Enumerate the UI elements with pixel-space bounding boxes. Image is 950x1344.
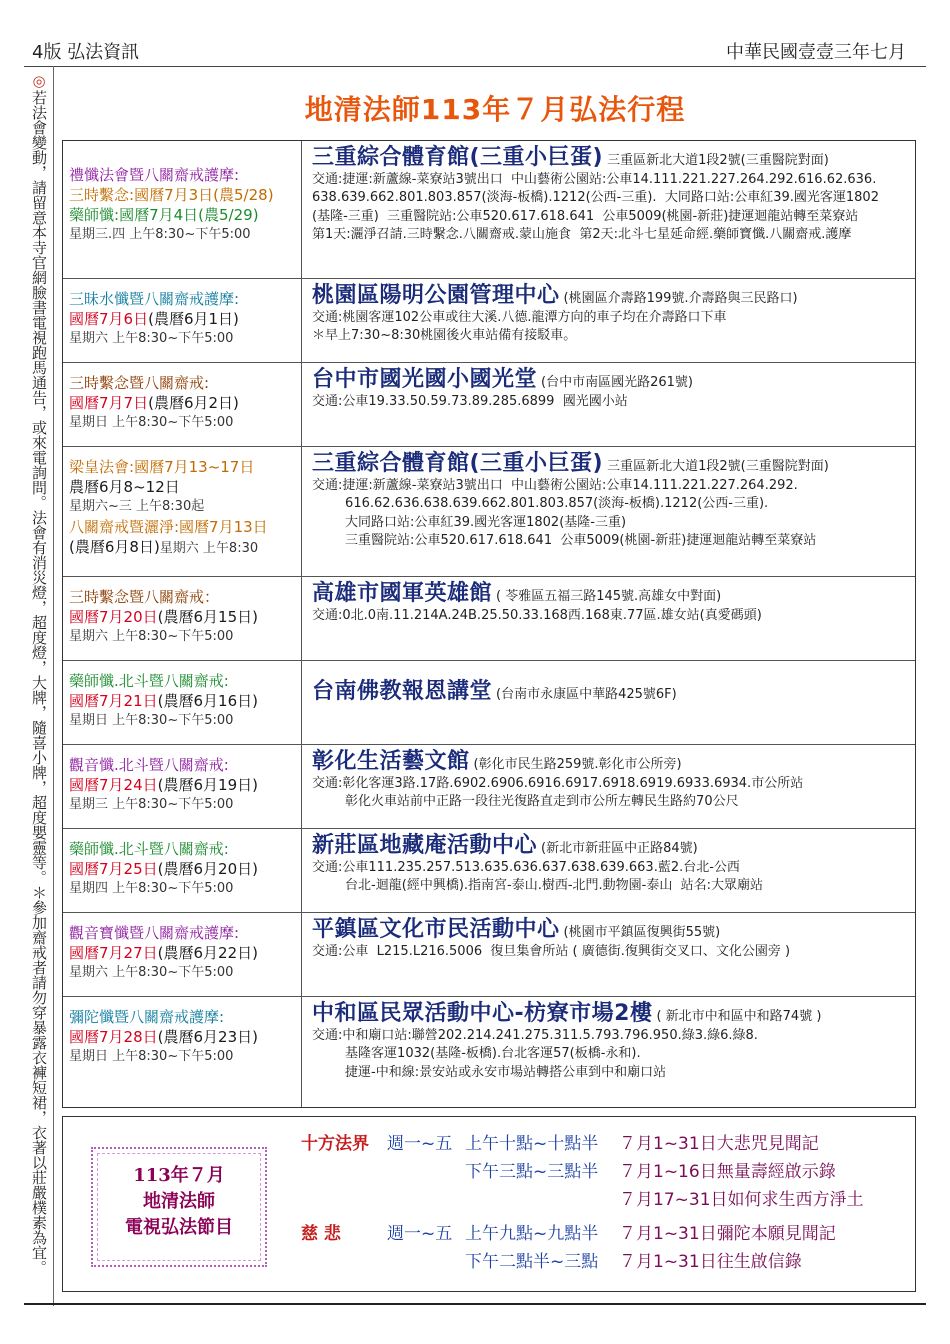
- notice-sidebar: [30, 72, 48, 1302]
- event-lunar-date: (農曆6月20日): [157, 860, 258, 878]
- transport-line: 基隆客運1032(基隆-板橋).台北客運57(板橋-永和).: [312, 1046, 641, 1061]
- event-text: 星期六 上午8:30~下午5:00: [69, 331, 234, 346]
- tv-days: 週一~五: [387, 1134, 453, 1154]
- tv-time: 下午三點~三點半: [465, 1162, 599, 1182]
- event-info-cell: [63, 829, 302, 912]
- event-line: [69, 393, 295, 413]
- schedule-row: [63, 745, 915, 829]
- venue-cell: [302, 745, 915, 828]
- event-line: [69, 373, 295, 393]
- schedule-row: [63, 997, 915, 1107]
- event-line: [69, 225, 295, 245]
- event-line: [69, 537, 295, 559]
- event-line: [69, 627, 295, 647]
- event-text: 農曆6月8~12日: [69, 478, 180, 496]
- venue-cell: [302, 279, 915, 362]
- event-text: 星期日 上午8:30~下午5:00: [69, 713, 234, 728]
- tv-schedule-row: [301, 1129, 819, 1154]
- tv-program: ７月17~31日如何求生西方淨土: [619, 1190, 864, 1210]
- transport-line: (基隆-三重) 三重醫院站:公車520.617.618.641 公車5009(桃園-新莊)捷運迴龍站轉至菜寮站: [312, 208, 859, 224]
- tv-channel: 慈 悲: [301, 1224, 341, 1244]
- notice-text: 若法會變動，請留意本寺官網臉書電視跑馬通告，或來電詢問。法會有消災燈，超度燈，大牌，隨喜小牌，超度嬰靈等。＊參加齋戒者請勿穿暴露衣褲短裙，衣著以莊嚴樸素為宜。: [30, 90, 48, 1275]
- event-line: [69, 691, 295, 711]
- venue-name: 平鎮區文化市民活動中心: [312, 917, 560, 942]
- venue-address: (台中市南區國光路261號): [541, 375, 693, 390]
- venue-name: 高雄市國軍英雄館: [312, 581, 493, 606]
- venue-cell: [302, 141, 915, 278]
- tv-schedule-row: [301, 1185, 864, 1210]
- event-lunar-date: (農曆6月2日): [148, 394, 239, 412]
- event-line: [69, 607, 295, 627]
- event-line: [69, 477, 295, 497]
- transport-line: 交通:中和廟口站:聯營202.214.241.275.311.5.793.796.950.綠3.綠6.綠8.: [312, 1027, 758, 1043]
- event-line: [69, 839, 295, 859]
- venue-name: 新莊區地藏庵活動中心: [312, 833, 538, 858]
- event-text: 藥師懺.北斗暨八關齋戒:: [69, 840, 229, 858]
- venue-address: (台南市永康區中華路425號6F): [496, 687, 677, 702]
- event-lunar-date: (農5/29): [198, 206, 259, 224]
- transport-line: 捷運-中和線:景安站或永安市場站轉搭公車到中和廟口站: [312, 1064, 667, 1080]
- event-gregorian-date: 國曆7月20日: [69, 608, 158, 626]
- event-line: [69, 1027, 295, 1047]
- event-text: 三時繫念:: [69, 186, 135, 204]
- tv-schedule-row: [301, 1219, 836, 1244]
- venue-heading: [312, 145, 911, 171]
- event-text: 三昧水懺暨八關齋戒護摩:: [69, 290, 240, 308]
- event-line: [69, 1047, 295, 1067]
- event-text: 星期三.四 上午8:30~下午5:00: [69, 227, 251, 242]
- schedule-row: [63, 913, 915, 997]
- transport-line: 交通:公車 L215.L216.5006 復旦集會所站 ( 廣德街.復興街交叉口、文化公園旁 ): [312, 943, 791, 959]
- venue-name: 中和區民眾活動中心-枋寮市場2樓: [312, 1001, 653, 1026]
- event-info-cell: [63, 141, 302, 278]
- event-line: [69, 795, 295, 815]
- venue-address: (新北市新莊區中正路84號): [541, 841, 698, 856]
- transport-line: 台北-迴龍(經中興橋).指南宮-泰山.樹西-北門.動物園-泰山 站名:大眾廟站: [312, 878, 764, 893]
- schedule-row: [63, 577, 915, 661]
- event-time: 星期六 上午8:30: [159, 541, 259, 556]
- tv-program-badge: [91, 1147, 267, 1267]
- tv-time: 下午二點半~三點: [465, 1252, 599, 1272]
- transport-line: 交通:捷運:新蘆線-菜寮站3號出口 中山藝術公園站:公車14.111.221.227.264.292.: [312, 477, 798, 493]
- venue-cell: [302, 363, 915, 446]
- event-info-cell: [63, 913, 302, 996]
- event-line: [69, 329, 295, 349]
- venue-address: ( 苓雅區五福三路145號.高雄女中對面): [496, 589, 722, 604]
- event-line: [69, 943, 295, 963]
- event-gregorian-date: 國曆7月25日: [69, 860, 158, 878]
- tv-program-panel: [62, 1116, 916, 1292]
- tv-program: ７月1~31日往生啟信錄: [619, 1252, 802, 1272]
- venue-address: 三重區新北大道1段2號(三重醫院對面): [607, 459, 829, 474]
- event-line: [69, 185, 295, 205]
- event-line: [69, 671, 295, 691]
- tv-schedule-row: [301, 1247, 802, 1272]
- event-text: 三時繫念暨八關齋戒：: [69, 588, 220, 606]
- event-lunar-date: (農曆6月1日): [148, 310, 239, 328]
- transport-line: 616.62.636.638.639.662.801.803.857(淡海-板橋).1212(公西-三重).: [312, 496, 769, 511]
- event-lunar-date: (農5/28): [213, 186, 274, 204]
- venue-cell: [302, 661, 915, 744]
- event-text: 星期六 上午8:30~下午5:00: [69, 965, 234, 980]
- tv-program: ７月1~31日彌陀本願見聞記: [619, 1224, 836, 1244]
- venue-heading: [312, 581, 911, 607]
- event-text: 禮懺法會暨八關齋戒護摩:: [69, 166, 240, 184]
- tv-badge-line: 電視弘法節目: [125, 1217, 233, 1238]
- venue-heading: [312, 283, 911, 309]
- event-text: 觀音懺.北斗暨八關齋戒:: [69, 756, 229, 774]
- event-text: 觀音寶懺暨八關齋戒護摩:: [69, 924, 240, 942]
- event-info-cell: [63, 661, 302, 744]
- event-gregorian-date: 八關齋戒暨灑淨:國曆7月13日: [69, 518, 268, 536]
- event-text: 星期六~三 上午8:30起: [69, 499, 205, 514]
- event-gregorian-date: 國曆7月13~17日: [134, 458, 255, 476]
- tv-time: 上午十點~十點半: [465, 1134, 599, 1154]
- venue-cell: [302, 447, 915, 576]
- event-info-cell: [63, 577, 302, 660]
- event-text: 藥師懺:: [69, 206, 120, 224]
- page-title: 地清法師113年７月弘法行程: [304, 93, 686, 126]
- event-gregorian-date: 國曆7月28日: [69, 1028, 158, 1046]
- event-line: [69, 517, 295, 537]
- event-lunar-date: (農曆6月16日): [157, 692, 258, 710]
- event-text: 藥師懺.北斗暨八關齋戒:: [69, 672, 229, 690]
- event-line: [69, 711, 295, 731]
- event-text: (農曆6月8日): [69, 538, 160, 556]
- event-gregorian-date: 國曆7月27日: [69, 944, 158, 962]
- page-header-date: 中華民國壹壹三年七月: [726, 42, 906, 63]
- event-line: [69, 1007, 295, 1027]
- event-text: 梁皇法會:: [69, 458, 135, 476]
- venue-name: 三重綜合體育館(三重小巨蛋): [312, 145, 604, 170]
- tv-schedule-row: [301, 1157, 836, 1182]
- event-line: [69, 497, 295, 517]
- venue-heading: [312, 833, 911, 859]
- venue-address: (彰化市民生路259號.彰化市公所旁): [473, 757, 682, 772]
- event-gregorian-date: 國曆7月24日: [69, 776, 158, 794]
- venue-name: 桃園區陽明公園管理中心: [312, 283, 560, 308]
- tv-time: 上午九點~九點半: [465, 1224, 599, 1244]
- event-lunar-date: (農曆6月19日): [157, 776, 258, 794]
- venue-name: 彰化生活藝文館: [312, 749, 470, 774]
- tv-badge-line: 113年７月: [133, 1165, 225, 1186]
- venue-cell: [302, 829, 915, 912]
- event-lunar-date: (農曆6月15日): [157, 608, 258, 626]
- transport-line: 第1天:灑淨召請.三時繫念.八關齋戒.蒙山施食 第2天:北斗七星延命經.藥師寶懺.八關齋戒.護摩: [312, 227, 852, 242]
- event-line: [69, 165, 295, 185]
- tv-program: ７月1~16日無量壽經啟示錄: [619, 1162, 836, 1182]
- event-line: [69, 309, 295, 329]
- transport-line: 交通:公車19.33.50.59.73.89.285.6899 國光國小站: [312, 393, 628, 409]
- schedule-row: [63, 661, 915, 745]
- venue-address: (桃園市平鎮區復興街55號): [563, 925, 721, 940]
- event-info-cell: [63, 279, 302, 362]
- event-line: [69, 205, 295, 225]
- venue-address: ( 新北市中和區中和路74號 ): [656, 1009, 822, 1024]
- event-info-cell: [63, 745, 302, 828]
- event-text: 星期日 上午8:30~下午5:00: [69, 1049, 234, 1064]
- schedule-table: [62, 140, 916, 1108]
- tv-channel: 十方法界: [301, 1134, 369, 1154]
- event-lunar-date: (農曆6月22日): [157, 944, 258, 962]
- venue-cell: [302, 913, 915, 996]
- event-text: 星期三 上午8:30~下午5:00: [69, 797, 234, 812]
- venue-cell: [302, 997, 915, 1107]
- transport-line: 三重醫院站:公車520.617.618.641 公車5009(桃園-新莊)捷運迴龍站轉至菜寮站: [312, 533, 817, 548]
- transport-line: 交通:0北.0南.11.214A.24B.25.50.33.168西.168東.77區.雄女站(真愛碼頭): [312, 607, 762, 623]
- venue-name: 台中市國光國小國光堂: [312, 367, 538, 392]
- venue-name: 台南佛教報恩講堂: [312, 679, 493, 704]
- schedule-row: [63, 447, 915, 577]
- event-gregorian-date: 國曆7月4日: [119, 206, 199, 224]
- venue-address: (桃園區介壽路199號.介壽路與三民路口): [563, 291, 798, 306]
- event-line: [69, 859, 295, 879]
- tv-days: 週一~五: [387, 1224, 453, 1244]
- event-text: 星期日 上午8:30~下午5:00: [69, 415, 234, 430]
- schedule-row: [63, 363, 915, 447]
- transport-line: 大同路口站:公車紅39.國光客運1802(基隆-三重): [312, 514, 627, 530]
- schedule-row: [63, 141, 915, 279]
- tv-program: ７月1~31日大悲咒見聞記: [619, 1134, 819, 1154]
- event-line: [69, 755, 295, 775]
- header-divider: [24, 66, 926, 67]
- event-text: 星期六 上午8:30~下午5:00: [69, 629, 234, 644]
- venue-heading: [312, 679, 911, 705]
- transport-line: 交通:捷運:新蘆線-菜寮站3號出口 中山藝術公園站:公車14.111.221.227.264.292.616.62.636.: [312, 171, 877, 187]
- event-text: 彌陀懺暨八關齋戒護摩:: [69, 1008, 225, 1026]
- transport-line: 彰化火車站前中正路一段往光復路直走到市公所左轉民生路約70公尺: [312, 794, 739, 809]
- event-info-cell: [63, 997, 302, 1107]
- transport-line: 交通:公車111.235.257.513.635.636.637.638.639.663.藍2.台北-公西: [312, 859, 740, 875]
- schedule-row: [63, 279, 915, 363]
- event-line: [69, 587, 295, 607]
- transport-line: 交通:彰化客運3路.17路.6902.6906.6916.6917.6918.6919.6933.6934.市公所站: [312, 775, 804, 791]
- event-line: [69, 457, 295, 477]
- notice-mark-icon: ◎: [30, 72, 48, 90]
- event-gregorian-date: 國曆7月3日: [134, 186, 214, 204]
- event-lunar-date: (農曆6月23日): [157, 1028, 258, 1046]
- event-line: [69, 289, 295, 309]
- venue-heading: [312, 917, 911, 943]
- venue-heading: [312, 451, 911, 477]
- event-line: [69, 775, 295, 795]
- event-gregorian-date: 國曆7月6日: [69, 310, 149, 328]
- venue-heading: [312, 1001, 911, 1027]
- event-line: [69, 923, 295, 943]
- event-line: [69, 413, 295, 433]
- event-info-cell: [63, 363, 302, 446]
- venue-cell: [302, 577, 915, 660]
- event-gregorian-date: 國曆7月7日: [69, 394, 149, 412]
- event-line: [69, 879, 295, 899]
- event-gregorian-date: 國曆7月21日: [69, 692, 158, 710]
- tv-badge-line: 地清法師: [143, 1191, 215, 1212]
- event-text: 三時繫念暨八關齋戒:: [69, 374, 210, 392]
- venue-heading: [312, 749, 911, 775]
- sidebar-divider: [53, 66, 54, 1306]
- schedule-row: [63, 829, 915, 913]
- transport-line: ＊早上7:30~8:30桃園後火車站備有接駁車。: [312, 328, 577, 343]
- event-line: [69, 963, 295, 983]
- page-header-left: 4版 弘法資訊: [32, 42, 140, 63]
- event-text: 星期四 上午8:30~下午5:00: [69, 881, 234, 896]
- footer-divider: [24, 1303, 926, 1305]
- venue-name: 三重綜合體育館(三重小巨蛋): [312, 451, 604, 476]
- transport-line: 638.639.662.801.803.857(淡海-板橋).1212(公西-三重). 大同路口站:公車紅39.國光客運1802: [312, 190, 879, 205]
- event-info-cell: [63, 447, 302, 576]
- venue-address: 三重區新北大道1段2號(三重醫院對面): [607, 153, 829, 168]
- transport-line: 交通:桃園客運102公車或往大溪.八德.龍潭方向的車子均在介壽路口下車: [312, 309, 727, 325]
- venue-heading: [312, 367, 911, 393]
